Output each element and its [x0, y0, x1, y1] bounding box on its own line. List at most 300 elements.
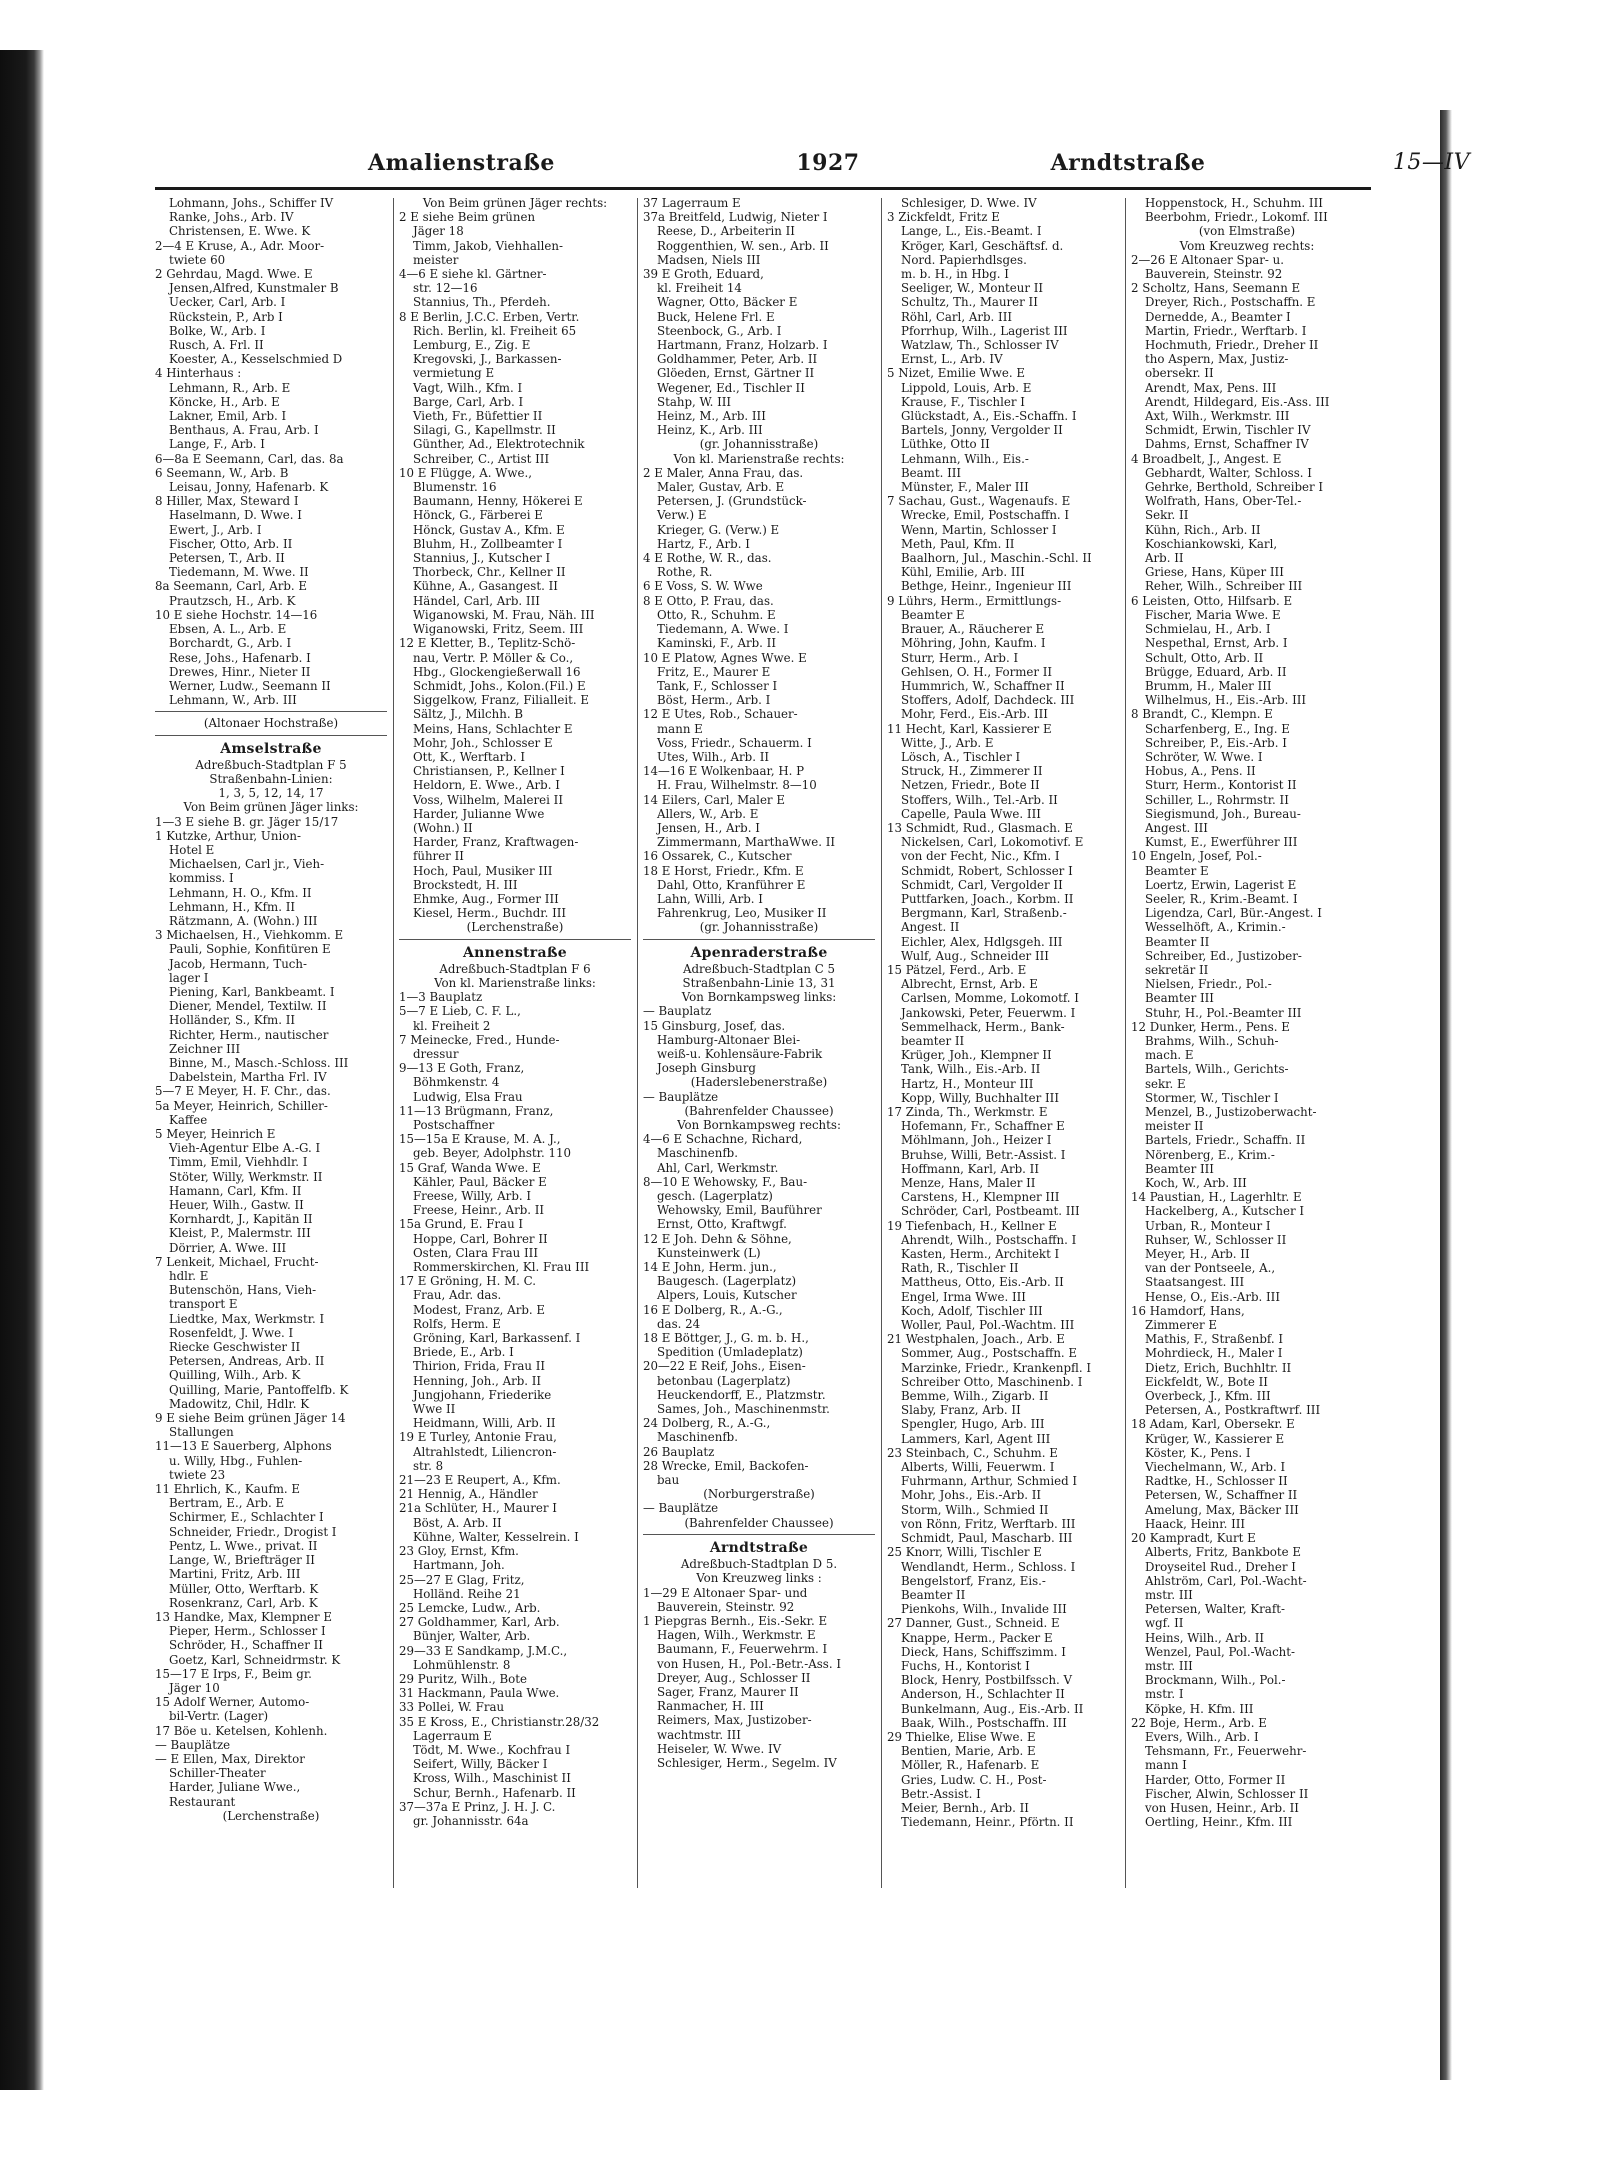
resident-entry: Koester, A., Kesselschmied D	[169, 352, 343, 367]
house-entry: 23 Steinbach, C., Schuhm. E	[887, 1445, 1058, 1460]
resident-entry: Rese, Johs., Hafenarb. I	[169, 650, 311, 665]
resident-entry: wachtmstr. III	[657, 1727, 741, 1742]
resident-entry: Schreiber, P., Eis.-Arb. I	[1145, 735, 1287, 750]
resident-entry: str. 12—16	[413, 281, 478, 296]
street-note: (von Elmstraße)	[1198, 224, 1296, 239]
resident-entry: Lehmann, H. O., Kfm. II	[169, 885, 312, 900]
resident-entry: Sturr, Herm., Arb. I	[901, 650, 1019, 665]
house-entry: 4—6 E Schachne, Richard,	[643, 1132, 803, 1147]
side-heading: Von Bornkampsweg links:	[681, 990, 837, 1005]
resident-entry: Glöeden, Ernst, Gärtner II	[657, 366, 815, 381]
resident-entry: Alberts, Willi, Feuerwm. I	[901, 1460, 1055, 1475]
house-entry: 15 Ginsburg, Josef, das.	[643, 1018, 786, 1033]
resident-entry: Günther, Ad., Elektrotechnik	[413, 437, 585, 452]
resident-entry: Sältz, J., Milchh. B	[413, 707, 524, 722]
resident-entry: Lemburg, E., Zig. E	[413, 338, 531, 353]
resident-entry: Zimmerer E	[1145, 1318, 1217, 1333]
house-entry: 6 Leisten, Otto, Hilfsarb. E	[1131, 593, 1293, 608]
resident-entry: Altrahlstedt, Liliencron-	[413, 1444, 557, 1459]
resident-entry: Jacob, Hermann, Tuch-	[169, 956, 308, 971]
resident-entry: Brumm, H., Maler III	[1145, 678, 1272, 693]
resident-entry: lager I	[169, 970, 209, 985]
resident-entry: Bertram, E., Arb. E	[169, 1496, 285, 1511]
resident-entry: Ligendza, Carl, Bür.-Angest. I	[1145, 906, 1322, 921]
resident-entry: Nielsen, Friedr., Pol.-	[1145, 977, 1272, 992]
resident-entry: Hartmann, Joh.	[413, 1558, 505, 1573]
resident-entry: dressur	[413, 1046, 459, 1061]
resident-entry: Madowitz, Chil, Hdlr. K	[169, 1396, 310, 1411]
resident-entry: Vieth, Fr., Büfettier II	[413, 409, 543, 424]
resident-entry: Beerbohm, Friedr., Lokomf. III	[1145, 210, 1328, 225]
house-entry: 8—10 E Wehowsky, F., Bau-	[643, 1174, 808, 1189]
house-entry: 12 E Kletter, B., Teplitz-Schö-	[399, 636, 576, 651]
house-entry: 9 Lührs, Herm., Ermittlungs-	[887, 593, 1062, 608]
resident-entry: Hense, O., Eis.-Arb. III	[1145, 1289, 1280, 1304]
street-section-title: Annenstraße	[463, 944, 567, 961]
resident-entry: Fischer, Otto, Arb. II	[169, 536, 293, 551]
resident-entry: Meins, Hans, Schlachter E	[413, 721, 573, 736]
resident-entry: Drewes, Hinr., Nieter II	[169, 664, 311, 679]
resident-entry: Schirmer, E., Schlachter I	[169, 1510, 324, 1525]
resident-entry: Watzlaw, Th., Schlosser IV	[901, 338, 1059, 353]
resident-entry: Lehmann, W., Arb. III	[169, 693, 297, 708]
resident-entry: Nickelsen, Carl, Lokomotivf. E	[901, 835, 1084, 850]
resident-entry: Amelung, Max, Bäcker III	[1145, 1502, 1299, 1517]
resident-entry: u. Willy, Hbg., Fuhlen-	[169, 1453, 303, 1468]
resident-entry: Mohrdieck, H., Maler I	[1145, 1346, 1283, 1361]
house-entry: 27 Danner, Gust., Schneid. E	[887, 1616, 1060, 1631]
resident-entry: Restaurant	[169, 1794, 236, 1809]
resident-entry: Heinz, M., Arb. III	[657, 409, 766, 424]
resident-entry: Uecker, Carl, Arb. I	[169, 295, 286, 310]
resident-entry: Liedtke, Max, Werkmstr. I	[169, 1311, 325, 1326]
resident-entry: mstr. III	[1145, 1658, 1193, 1673]
resident-entry: Schmidt, Robert, Schlosser I	[901, 863, 1073, 878]
resident-entry: Hamburg-Altonaer Blei-	[657, 1032, 801, 1047]
resident-entry: Schultz, Th., Maurer II	[901, 295, 1038, 310]
street-note: (Lerchenstraße)	[466, 920, 564, 935]
resident-entry: Kasten, Herm., Architekt I	[901, 1247, 1060, 1262]
resident-entry: Urban, R., Monteur I	[1145, 1218, 1271, 1233]
side-heading: Von Bornkampsweg rechts:	[677, 1118, 841, 1132]
resident-entry: Köpke, H. Kfm. III	[1145, 1701, 1254, 1716]
house-entry: 29—33 E Sandkamp, J.M.C.,	[399, 1643, 568, 1658]
resident-entry: Ott, K., Werftarb. I	[413, 749, 525, 764]
resident-entry: Dabelstein, Martha Frl. IV	[169, 1070, 327, 1085]
street-note: Adreßbuch-Stadtplan D 5.	[680, 1557, 838, 1572]
header-year: 1927	[796, 150, 860, 176]
resident-entry: Bolke, W., Arb. I	[169, 323, 266, 338]
column-divider	[393, 198, 394, 1888]
resident-entry: Fischer, Alwin, Schlosser II	[1145, 1786, 1309, 1801]
resident-entry: Dietz, Erich, Buchhltr. II	[1145, 1360, 1292, 1375]
side-heading: Von Beim grünen Jäger links:	[183, 800, 359, 815]
resident-entry: Dörrier, A. Wwe. III	[169, 1240, 287, 1255]
house-entry: 35 E Kross, E., Christianstr.28/32	[399, 1714, 600, 1729]
resident-entry: Bluhm, H., Zollbeamter I	[413, 536, 563, 551]
resident-entry: H. Frau, Wilhelmstr. 8—10	[657, 778, 817, 793]
resident-entry: Seeler, R., Krim.-Beamt. I	[1145, 891, 1298, 906]
resident-entry: Dreyer, Rich., Postschaffn. E	[1145, 295, 1316, 310]
resident-entry: Beamter II	[1145, 934, 1210, 949]
resident-entry: Hoffmann, Karl, Arb. II	[901, 1161, 1039, 1176]
resident-entry: Lange, L., Eis.-Beamt. I	[901, 224, 1042, 239]
resident-entry: Vagt, Wilh., Kfm. I	[413, 380, 523, 395]
resident-entry: Harder, Juliane Wwe.,	[169, 1780, 301, 1795]
house-entry: 9—13 E Goth, Franz,	[399, 1061, 525, 1076]
resident-entry: Dieck, Hans, Schiffszimm. I	[901, 1644, 1066, 1659]
house-entry: 15 Adolf Werner, Automo-	[155, 1695, 310, 1710]
resident-entry: Röhl, Carl, Arb. III	[901, 309, 1013, 324]
resident-entry: Mattheus, Otto, Eis.-Arb. II	[901, 1275, 1064, 1290]
street-section-title: Apenraderstraße	[690, 944, 828, 961]
house-entry: 21 Westphalen, Joach., Arb. E	[887, 1332, 1065, 1347]
house-entry: 4—6 E siehe kl. Gärtner-	[399, 267, 547, 282]
resident-entry: Meyer, H., Arb. II	[1145, 1247, 1250, 1262]
header-right-street: Arndtstraße	[1050, 150, 1206, 176]
house-entry: 7 Lenkeit, Michael, Frucht-	[155, 1254, 319, 1269]
resident-entry: Eichler, Alex, Hdlgsgeh. III	[901, 934, 1063, 949]
resident-entry: Thorbeck, Chr., Kellner II	[413, 565, 566, 580]
resident-entry: Ranmacher, H. III	[657, 1699, 764, 1714]
resident-entry: Baalhorn, Jul., Maschin.-Schl. II	[901, 551, 1092, 566]
resident-entry: Lahn, Willi, Arb. I	[657, 891, 763, 906]
resident-entry: Gebhardt, Walter, Schloss. I	[1145, 465, 1312, 480]
resident-entry: Rothe, R.	[657, 565, 713, 580]
resident-entry: Ehmke, Aug., Former III	[413, 891, 559, 906]
resident-entry: Schreiber, Ed., Justizober-	[1145, 948, 1302, 963]
resident-entry: Ahrendt, Wilh., Postschaffn. I	[901, 1232, 1077, 1247]
resident-entry: Martini, Fritz, Arb. III	[169, 1567, 301, 1582]
resident-entry: beamter II	[901, 1033, 965, 1048]
resident-entry: Fuhrmann, Arthur, Schmied I	[901, 1474, 1078, 1489]
resident-entry: Gehrke, Berthold, Schreiber I	[1145, 480, 1324, 495]
house-entry: 16 E Dolberg, R., A.-G.,	[643, 1302, 783, 1317]
resident-entry: Kornhardt, J., Kapitän II	[169, 1212, 313, 1227]
resident-entry: Baak, Wilh., Postschaffn. III	[901, 1715, 1067, 1730]
resident-entry: Angest. II	[901, 920, 960, 935]
resident-entry: mach. E	[1145, 1048, 1194, 1063]
resident-entry: Allers, W., Arb. E	[657, 806, 759, 821]
resident-entry: Storm, Wilh., Schmied II	[901, 1502, 1049, 1517]
house-entry: 4 E Rothe, W. R., das.	[643, 551, 772, 566]
resident-entry: Bartels, Friedr., Schaffn. II	[1145, 1133, 1306, 1148]
resident-entry: Schur, Bernh., Hafenarb. II	[413, 1785, 576, 1800]
resident-entry: Jäger 10	[169, 1680, 220, 1695]
resident-entry: Pforrhup, Wilh., Lagerist III	[901, 323, 1068, 338]
resident-entry: Köncke, H., Arb. E	[169, 394, 280, 409]
resident-entry: Holländer, S., Kfm. II	[169, 1013, 296, 1028]
resident-entry: mann E	[657, 721, 703, 736]
house-entry: 5 Meyer, Heinrich E	[155, 1127, 276, 1141]
resident-entry: führer II	[413, 849, 464, 864]
resident-entry: Schreiber, C., Artist III	[413, 451, 550, 466]
resident-entry: Fischer, Maria Wwe. E	[1145, 607, 1281, 622]
column-divider	[881, 198, 882, 1888]
resident-entry: Bauverein, Steinstr. 92	[1145, 267, 1283, 282]
resident-entry: Barge, Carl, Arb. I	[413, 394, 524, 409]
resident-entry: Wwe II	[413, 1402, 456, 1417]
resident-entry: Dahl, Otto, Kranführer E	[657, 877, 806, 892]
resident-entry: Fahrenkrug, Leo, Musiker II	[657, 906, 827, 921]
resident-entry: m. b. H., in Hbg. I	[901, 267, 1009, 282]
house-entry: 10 E siehe Hochstr. 14—16	[155, 607, 318, 622]
resident-entry: Madsen, Niels III	[657, 252, 761, 267]
house-entry: 22 Boje, Herm., Arb. E	[1131, 1715, 1267, 1730]
resident-entry: Möhlmann, Joh., Heizer I	[901, 1133, 1052, 1148]
side-heading: Von Kreuzweg links :	[696, 1571, 822, 1586]
resident-entry: Kleist, P., Malermstr. III	[169, 1226, 311, 1241]
street-note: Straßenbahn-Linie 13, 31	[682, 975, 836, 990]
resident-entry: Siggelkow, Franz, Filialleit. E	[413, 693, 590, 708]
resident-entry: Wenn, Martin, Schlosser I	[901, 522, 1057, 537]
street-note: Straßenbahn-Linien:	[209, 771, 333, 786]
resident-entry: Prautzsch, H., Arb. K	[169, 593, 296, 608]
house-entry: 4 Broadbelt, J., Angest. E	[1131, 451, 1282, 466]
resident-entry: Semmelhack, Herm., Bank-	[901, 1019, 1065, 1034]
resident-entry: Bruhse, Willi, Betr.-Assist. I	[901, 1147, 1066, 1162]
resident-entry: mstr. I	[1145, 1687, 1184, 1702]
resident-entry: Woller, Paul, Pol.-Wachtm. III	[901, 1318, 1075, 1333]
house-entry: 1—3 Bauplatz	[399, 990, 483, 1005]
house-entry: 21a Schlüter, H., Maurer I	[399, 1501, 557, 1516]
resident-entry: Mohr, Joh., Schlosser E	[413, 735, 553, 750]
resident-entry: Viechelmann, W., Arb. I	[1145, 1460, 1286, 1475]
resident-entry: twiete 23	[169, 1467, 226, 1482]
resident-entry: Ludwig, Elsa Frau	[413, 1089, 523, 1104]
resident-entry: vermietung E	[413, 366, 495, 381]
resident-entry: Lüthke, Otto II	[901, 437, 990, 452]
resident-entry: Kaminski, F., Arb. II	[657, 636, 777, 651]
resident-entry: Meth, Paul, Kfm. II	[901, 536, 1015, 551]
street-section-title: Arndtstraße	[709, 1539, 809, 1556]
resident-entry: sekr. E	[1145, 1076, 1186, 1091]
directory-column-3	[643, 196, 875, 1896]
resident-entry: Maler, Gustav, Arb. E	[657, 480, 785, 495]
resident-entry: Christiansen, P., Kellner I	[413, 764, 565, 779]
house-entry: 1—29 E Altonaer Spar- und	[643, 1585, 808, 1600]
house-entry: 7 Meinecke, Fred., Hunde-	[399, 1032, 560, 1047]
resident-entry: Rückstein, P., Arb I	[169, 309, 283, 324]
resident-entry: Ebsen, A. L., Arb. E	[169, 622, 287, 637]
resident-entry: Hobus, A., Pens. II	[1145, 764, 1256, 779]
resident-entry: Baumann, Henny, Hökerei E	[413, 494, 583, 509]
resident-entry: Rusch, A. Frl. II	[169, 338, 264, 353]
resident-entry: Kröger, Karl, Geschäftsf. d.	[901, 238, 1064, 253]
resident-entry: Pentz, L. Wwe., privat. II	[169, 1538, 318, 1553]
resident-entry: von der Fecht, Nic., Kfm. I	[901, 849, 1060, 864]
house-entry: 10 Engeln, Josef, Pol.-	[1131, 849, 1262, 864]
resident-entry: Jungjohann, Friederike	[413, 1387, 552, 1402]
resident-entry: Thirion, Frida, Frau II	[413, 1359, 546, 1374]
resident-entry: Stallungen	[169, 1425, 234, 1440]
resident-entry: Betr.-Assist. I	[901, 1786, 981, 1801]
resident-entry: Anderson, H., Schlachter II	[901, 1687, 1065, 1702]
resident-entry: tho Aspern, Max, Justiz-	[1145, 352, 1289, 367]
resident-entry: Staatsangest. III	[1145, 1275, 1245, 1290]
resident-entry: Hönck, G., Färberei E	[413, 508, 543, 523]
resident-entry: Harder, Franz, Kraftwagen-	[413, 835, 579, 850]
resident-entry: Wehowsky, Emil, Bauführer	[657, 1203, 822, 1218]
resident-entry: Schröder, Carl, Postbeamt. III	[901, 1204, 1080, 1219]
street-note: (gr. Johannisstraße)	[699, 920, 819, 935]
resident-entry: Petersen, A., Postkraftwrf. III	[1145, 1403, 1321, 1418]
resident-entry: Krause, F., Tischler I	[901, 394, 1025, 409]
resident-entry: Beamter III	[1145, 991, 1214, 1006]
resident-entry: Jäger 18	[413, 224, 464, 239]
resident-entry: Bemme, Wilh., Zigarb. II	[901, 1389, 1049, 1404]
resident-entry: Tiedemann, A. Wwe. I	[657, 622, 789, 637]
resident-entry: Joseph Ginsburg	[657, 1061, 756, 1076]
resident-entry: Baumann, F., Feuerwehrm. I	[657, 1642, 828, 1657]
resident-entry: Diener, Mendel, Textilw. II	[169, 999, 327, 1014]
directory-column-2	[399, 196, 631, 1896]
resident-entry: Kopp, Willy, Buchhalter III	[901, 1090, 1060, 1105]
resident-entry: Krüger, Joh., Klempner II	[901, 1048, 1052, 1063]
resident-entry: Michaelsen, Carl jr., Vieh-	[169, 857, 325, 872]
resident-entry: Lippold, Louis, Arb. E	[901, 380, 1032, 395]
resident-entry: Zimmermann, MarthaWwe. II	[657, 835, 836, 850]
resident-entry: Loertz, Erwin, Lagerist E	[1145, 877, 1297, 892]
resident-entry: Hamann, Carl, Kfm. II	[169, 1183, 302, 1198]
resident-entry: Glückstadt, A., Eis.-Schaffn. I	[901, 409, 1077, 424]
resident-entry: Krüger, W., Kassierer E	[1145, 1431, 1285, 1446]
resident-entry: Münster, F., Maler III	[901, 480, 1029, 495]
resident-entry: Rolfs, Herm. E	[413, 1316, 501, 1331]
resident-entry: Schmidt, Carl, Vergolder II	[901, 877, 1063, 892]
resident-entry: Kühne, A., Gasangest. II	[413, 579, 558, 594]
resident-entry: Kühne, Walter, Kesselrein. I	[413, 1529, 579, 1544]
resident-entry: Böhmkenstr. 4	[413, 1075, 500, 1090]
resident-entry: Dreyer, Aug., Schlosser II	[657, 1670, 811, 1685]
resident-entry: Goetz, Karl, Schneidrmstr. K	[169, 1652, 341, 1667]
resident-entry: Lohmühlenstr. 8	[413, 1657, 511, 1672]
resident-entry: Benthaus, A. Frau, Arb. I	[169, 423, 319, 438]
resident-entry: Hartz, F., Arb. I	[657, 536, 750, 551]
resident-entry: Wenzel, Paul, Pol.-Wacht-	[1145, 1644, 1296, 1659]
resident-entry: Krieger, G. (Verw.) E	[657, 522, 780, 537]
resident-entry: Schlesiger, D. Wwe. IV	[901, 196, 1037, 210]
resident-entry: Beamt. III	[901, 465, 962, 480]
resident-entry: Borchardt, G., Arb. I	[169, 636, 292, 651]
resident-entry: Alpers, Louis, Kutscher	[657, 1288, 797, 1303]
resident-entry: Binne, M., Masch.-Schloss. III	[169, 1055, 349, 1070]
resident-entry: Mathis, F., Straßenbf. I	[1145, 1332, 1283, 1347]
section-divider	[155, 735, 387, 736]
street-note: Adreßbuch-Stadtplan C 5	[682, 961, 836, 976]
house-entry: 11 Hecht, Karl, Kassierer E	[887, 721, 1052, 736]
house-entry: 26 Bauplatz	[643, 1444, 715, 1459]
house-entry: 15—15a E Krause, M. A. J.,	[399, 1132, 561, 1147]
resident-entry: Jensen, H., Arb. I	[657, 820, 760, 835]
resident-entry: Wesselhöft, A., Krimin.-	[1145, 920, 1286, 935]
resident-entry: Arendt, Max, Pens. III	[1145, 380, 1277, 395]
resident-entry: Bartels, Wilh., Gerichts-	[1145, 1062, 1289, 1077]
resident-entry: Wiganowski, M. Frau, Näh. III	[413, 607, 595, 622]
resident-entry: Petersen, Andreas, Arb. II	[169, 1354, 325, 1369]
resident-entry: Wulf, Aug., Schneider III	[901, 948, 1049, 963]
house-entry: — Bauplatz	[643, 1004, 712, 1019]
resident-entry: Hoppenstock, H., Schuhm. III	[1145, 196, 1323, 210]
resident-entry: Schreiber Otto, Maschinenb. I	[901, 1374, 1083, 1389]
resident-entry: Jensen,Alfred, Kunstmaler B	[169, 281, 339, 296]
resident-entry: weiß-u. Kohlensäure-Fabrik	[657, 1046, 823, 1061]
side-heading: Vom Kreuzweg rechts:	[1179, 238, 1315, 253]
house-entry: 5a Meyer, Heinrich, Schiller-	[155, 1098, 328, 1113]
resident-entry: Rich. Berlin, kl. Freiheit 65	[413, 323, 577, 338]
resident-entry: hdlr. E	[169, 1269, 209, 1284]
resident-entry: Stahp, W. III	[657, 394, 732, 409]
house-entry: — E Ellen, Max, Direktor	[155, 1751, 305, 1766]
resident-entry: kl. Freiheit 2	[413, 1018, 491, 1033]
resident-entry: Tank, Wilh., Eis.-Arb. II	[901, 1062, 1041, 1077]
directory-column-4	[887, 196, 1119, 1896]
resident-entry: meister II	[1145, 1119, 1204, 1134]
resident-entry: Bünjer, Walter, Arb.	[413, 1629, 531, 1644]
resident-entry: bau	[657, 1473, 680, 1488]
resident-entry: Schult, Otto, Arb. II	[1145, 650, 1264, 665]
resident-entry: Riecke Geschwister II	[169, 1340, 301, 1355]
resident-entry: Heuer, Wilh., Gastw. II	[169, 1198, 304, 1213]
house-entry: 33 Pollei, W. Frau	[399, 1700, 505, 1715]
resident-entry: Sekr. II	[1145, 508, 1189, 523]
resident-entry: Bunkelmann, Aug., Eis.-Arb. II	[901, 1701, 1084, 1716]
resident-entry: Bengelstorf, Franz, Eis.-	[901, 1573, 1046, 1588]
section-divider	[643, 1534, 875, 1535]
resident-entry: Haselmann, D. Wwe. I	[169, 508, 302, 523]
resident-entry: Heiseler, W. Wwe. IV	[657, 1741, 782, 1756]
resident-entry: Hochmuth, Friedr., Dreher II	[1145, 338, 1319, 353]
resident-entry: Lohmann, Johs., Schiffer IV	[169, 196, 334, 210]
house-entry: 16 Hamdorf, Hans,	[1131, 1303, 1245, 1318]
resident-entry: von Husen, H., Pol.-Betr.-Ass. I	[657, 1656, 841, 1671]
resident-entry: Ernst, Otto, Kraftwgf.	[657, 1217, 787, 1232]
resident-entry: Wrecke, Emil, Postschaffn. I	[901, 508, 1070, 523]
resident-entry: Struck, H., Zimmerer II	[901, 764, 1043, 779]
resident-entry: gesch. (Lagerplatz)	[657, 1189, 773, 1204]
house-entry: 20—22 E Reif, Johs., Eisen-	[643, 1359, 806, 1374]
resident-entry: mann I	[1145, 1758, 1187, 1773]
resident-entry: Marzinke, Friedr., Krankenpfl. I	[901, 1360, 1092, 1375]
resident-entry: Petersen, Walter, Kraft-	[1145, 1602, 1285, 1617]
resident-entry: Dernedde, A., Beamter I	[1145, 309, 1291, 324]
resident-entry: Stormer, W., Tischler I	[1145, 1090, 1279, 1105]
resident-entry: Hagen, Wilh., Werkmstr. E	[657, 1628, 816, 1643]
resident-entry: Brügge, Eduard, Arb. II	[1145, 664, 1287, 679]
resident-entry: Kunsteinwerk (L)	[657, 1245, 761, 1260]
resident-entry: Wiganowski, Fritz, Seem. III	[413, 622, 584, 637]
house-entry: — Bauplätze	[155, 1737, 231, 1752]
resident-entry: Hummrich, W., Schaffner II	[901, 678, 1065, 693]
resident-entry: Wagner, Otto, Bäcker E	[657, 295, 798, 310]
resident-entry: Zeichner III	[169, 1041, 241, 1056]
resident-entry: Händel, Carl, Arb. III	[413, 593, 540, 608]
section-divider	[155, 711, 387, 712]
side-heading: Von Beim grünen Jäger rechts:	[422, 196, 608, 210]
house-entry: 25—27 E Glag, Fritz,	[399, 1572, 525, 1587]
resident-entry: Petersen, W., Schaffner II	[1145, 1488, 1298, 1503]
resident-entry: Droyseitel Rud., Dreher I	[1145, 1559, 1296, 1574]
resident-entry: Heinz, K., Arb. III	[657, 423, 763, 438]
house-entry: 1 Piepgras Bernh., Eis.-Sekr. E	[643, 1613, 828, 1628]
resident-entry: Harder, Julianne Wwe	[413, 806, 545, 821]
resident-entry: Gröning, Karl, Barkassenf. I	[413, 1331, 581, 1346]
house-entry: 15 Graf, Wanda Wwe. E	[399, 1160, 541, 1175]
house-entry: 11—13 E Sauerberg, Alphons	[155, 1439, 332, 1454]
resident-entry: Stoffers, Adolf, Dachdeck. III	[901, 693, 1075, 708]
resident-entry: Gries, Ludw. C. H., Post-	[901, 1772, 1047, 1787]
resident-entry: Schmidt, Paul, Mascharb. III	[901, 1531, 1073, 1546]
